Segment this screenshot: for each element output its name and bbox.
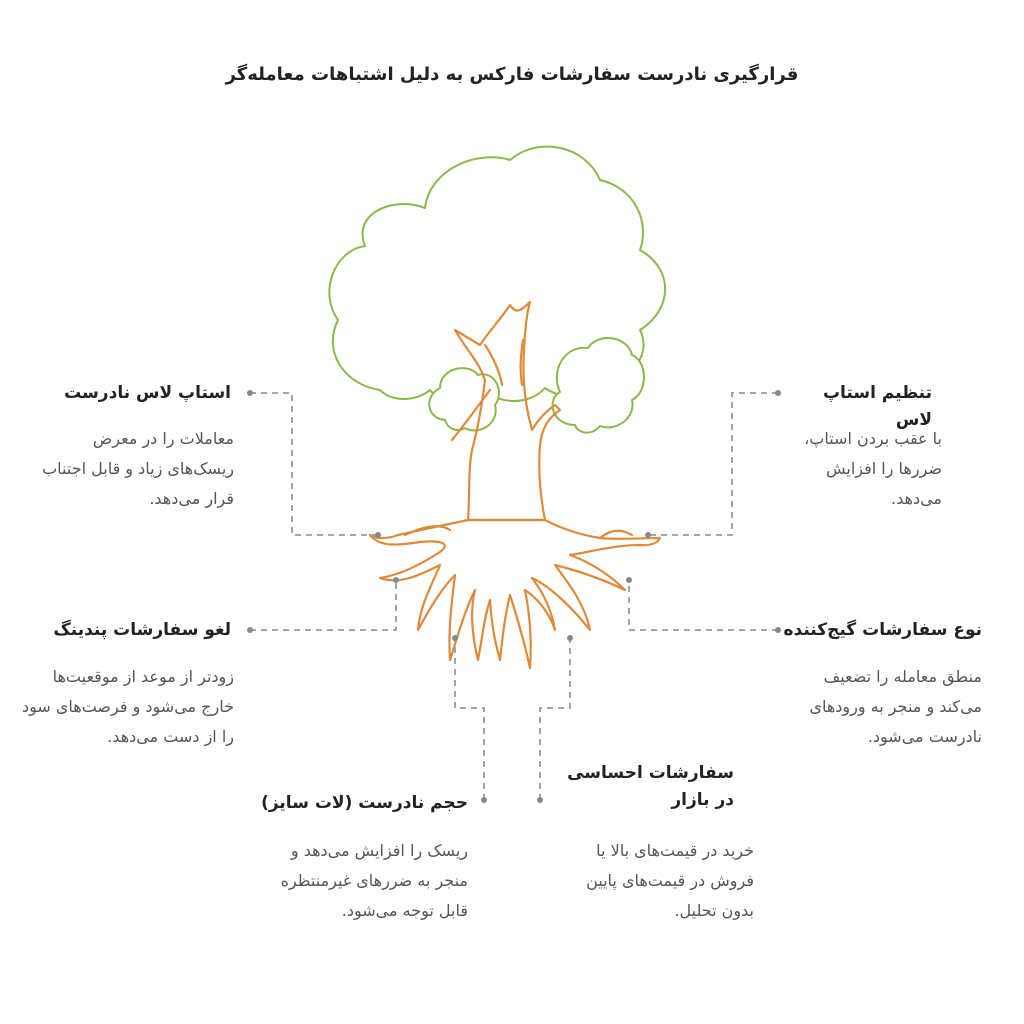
- connector-3: [455, 638, 484, 800]
- dot-4a: [537, 797, 543, 803]
- desc-confusing-order-types: منطق معامله را تضعیف می‌کند و منجر به ورودهای نادرست می‌شود.: [809, 667, 982, 746]
- label-incorrect-stop-loss: استاپ لاس نادرست: [64, 383, 231, 403]
- dot-1a: [247, 390, 253, 396]
- desc-cancel-pending-orders: زودتر از موعد از موقعیت‌ها خارج می‌شود و فرصت‌های سود را از دست می‌دهد.: [22, 667, 234, 746]
- root-right-curl: [600, 531, 632, 538]
- label-cancel-pending-orders: لغو سفارشات پندینگ: [53, 620, 231, 640]
- connectors: [250, 393, 778, 800]
- tree-canopy: [329, 147, 665, 433]
- dot-1b: [375, 532, 381, 538]
- connector-2: [250, 580, 396, 630]
- label-adjust-stop-loss: تنظیم استاپ لاس: [822, 383, 932, 430]
- connector-dots: [247, 390, 781, 803]
- dot-2b: [393, 577, 399, 583]
- dot-6b: [645, 532, 651, 538]
- label-incorrect-lot-size: حجم نادرست (لات سایز): [261, 793, 468, 813]
- tree-roots: [370, 520, 660, 668]
- root-left-curl: [405, 526, 450, 535]
- desc-adjust-stop-loss: با عقب بردن استاپ، ضررها را افزایش می‌دهد.: [804, 429, 942, 508]
- desc-incorrect-stop-loss: معاملات را در معرض ریسک‌های زیاد و قابل اجتناب قرار می‌دهد.: [42, 429, 234, 508]
- dot-6a: [775, 390, 781, 396]
- connector-6: [648, 393, 778, 535]
- page-title: قرارگیری نادرست سفارشات فارکس به دلیل اشتباهات معامله‌گر: [225, 64, 799, 85]
- dot-4b: [567, 635, 573, 641]
- connector-5: [629, 580, 778, 630]
- root-outline: [370, 520, 660, 668]
- desc-incorrect-lot-size: ریسک را افزایش می‌دهد و منجر به ضررهای غیرمنتظره قابل توجه می‌شود.: [280, 841, 468, 920]
- dot-2a: [247, 627, 253, 633]
- label-emotional-market-orders: سفارشات احساسی در بازار: [567, 763, 734, 810]
- desc-emotional-market-orders: خرید در قیمت‌های بالا یا فروش در قیمت‌های پایین بدون تحلیل.: [586, 841, 754, 920]
- dot-5b: [626, 577, 632, 583]
- connector-1: [250, 393, 378, 535]
- dot-3a: [481, 797, 487, 803]
- label-confusing-order-types: نوع سفارشات گیج‌کننده: [783, 620, 982, 640]
- dot-5a: [775, 627, 781, 633]
- dot-3b: [452, 635, 458, 641]
